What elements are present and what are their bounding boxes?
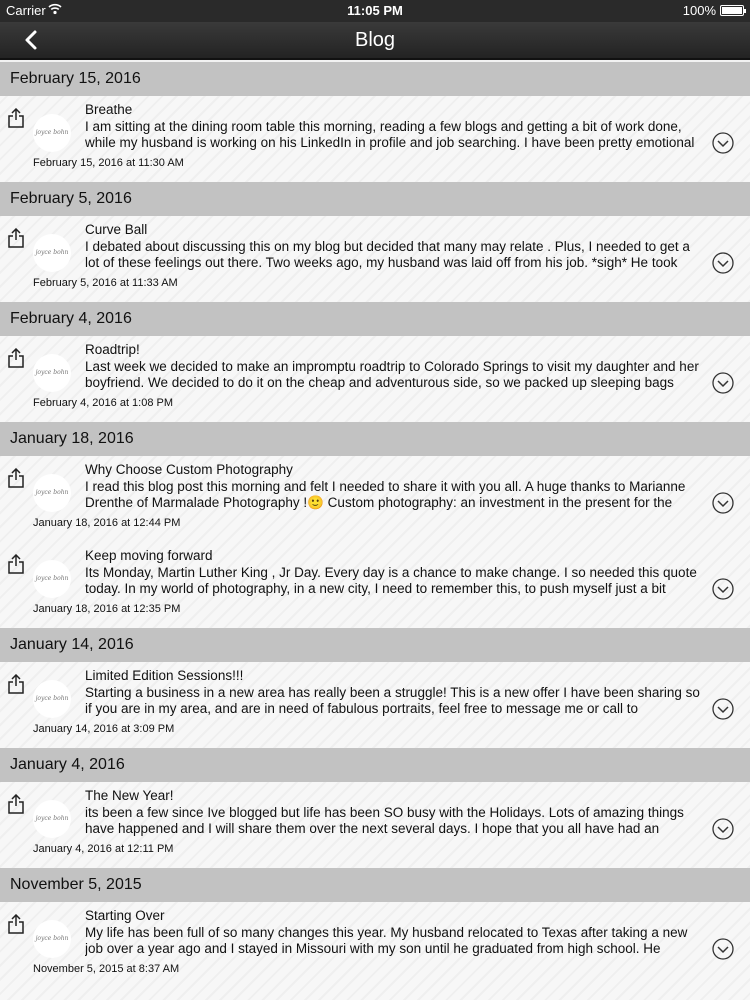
battery-icon xyxy=(720,5,744,16)
expand-chevron-icon[interactable] xyxy=(712,578,734,600)
post-excerpt: I read this blog post this morning and felt I needed to share it with you all. A huge thanks to Marianne Drenthe of Marmalade Photography !🙂 Custom photography: an investment in the present for the xyxy=(85,479,686,510)
section-date-header: February 5, 2016 xyxy=(0,182,750,216)
avatar: joyce bohn xyxy=(33,354,71,392)
blog-post-row[interactable] xyxy=(0,542,750,628)
post-title: The New Year! xyxy=(85,788,174,803)
section-date-header: January 4, 2016 xyxy=(0,748,750,782)
post-date: January 18, 2016 at 12:44 PM xyxy=(33,517,181,529)
expand-chevron-icon[interactable] xyxy=(712,698,734,720)
blog-post-row[interactable] xyxy=(0,216,750,302)
blog-post-row[interactable] xyxy=(0,456,750,542)
post-excerpt: its been a few since Ive blogged but life has been SO busy with the Holidays. Lots of amazing things have happened and I will share them over the next several days. I hope that you all have had an xyxy=(85,805,684,836)
section-date-header: January 18, 2016 xyxy=(0,422,750,456)
avatar: joyce bohn xyxy=(33,920,71,958)
blog-post-row[interactable] xyxy=(0,782,750,868)
expand-chevron-icon[interactable] xyxy=(712,938,734,960)
blog-post-row[interactable] xyxy=(0,96,750,182)
post-title: Starting Over xyxy=(85,908,165,923)
share-icon[interactable] xyxy=(7,794,25,814)
post-date: February 5, 2016 at 11:33 AM xyxy=(33,277,178,289)
post-date: February 4, 2016 at 1:08 PM xyxy=(33,397,174,409)
battery-percent: 100% xyxy=(682,3,716,18)
clock: 11:05 PM xyxy=(347,3,403,18)
blog-post-row[interactable] xyxy=(0,902,750,988)
status-bar xyxy=(0,0,750,22)
avatar: joyce bohn xyxy=(33,114,71,152)
expand-chevron-icon[interactable] xyxy=(712,252,734,274)
post-title: Why Choose Custom Photography xyxy=(85,462,293,477)
post-excerpt: Its Monday, Martin Luther King , Jr Day. Every day is a chance to make change. I so needed this quote today. In my world of photography, in a new city, I need to remember this, to push myself just a bit xyxy=(85,565,697,596)
blog-post-row[interactable] xyxy=(0,336,750,422)
share-icon[interactable] xyxy=(7,108,25,128)
section-date-header: November 5, 2015 xyxy=(0,868,750,902)
post-excerpt: Starting a business in a new area has really been a struggle! This is a new offer I have been sharing so if you are in my area, and are in need of fabulous portraits, feel free to message me or call to xyxy=(85,685,700,716)
post-excerpt: Last week we decided to make an impromptu roadtrip to Colorado Springs to visit my daughter and her boyfriend. We decided to do it on the cheap and adventurous side, so we packed up sleeping bags xyxy=(85,359,699,390)
avatar: joyce bohn xyxy=(33,474,71,512)
post-date: November 5, 2015 at 8:37 AM xyxy=(33,963,180,975)
post-date: January 14, 2016 at 3:09 PM xyxy=(33,723,175,735)
share-icon[interactable] xyxy=(7,914,25,934)
avatar: joyce bohn xyxy=(33,560,71,598)
post-title: Curve Ball xyxy=(85,222,148,237)
avatar: joyce bohn xyxy=(33,680,71,718)
post-title: Keep moving forward xyxy=(85,548,213,563)
expand-chevron-icon[interactable] xyxy=(712,492,734,514)
expand-chevron-icon[interactable] xyxy=(712,132,734,154)
avatar: joyce bohn xyxy=(33,234,71,272)
share-icon[interactable] xyxy=(7,228,25,248)
post-excerpt: I debated about discussing this on my blog but decided that many may relate . Plus, I needed to get a lot of these feelings out there. Two weeks ago, my husband was laid off from his job. *sigh* He took xyxy=(85,239,690,270)
post-title: Roadtrip! xyxy=(85,342,140,357)
post-excerpt: I am sitting at the dining room table this morning, reading a few blogs and getting a bit of work done, while my husband is working on his LinkedIn in profile and job searching. I have been pretty emotional xyxy=(85,119,695,150)
post-date: January 4, 2016 at 12:11 PM xyxy=(33,843,174,855)
share-icon[interactable] xyxy=(7,348,25,368)
post-date: January 18, 2016 at 12:35 PM xyxy=(33,603,181,615)
post-title: Limited Edition Sessions!!! xyxy=(85,668,244,683)
avatar: joyce bohn xyxy=(33,800,71,838)
share-icon[interactable] xyxy=(7,468,25,488)
blog-list[interactable] xyxy=(0,62,750,1000)
section-date-header: February 15, 2016 xyxy=(0,62,750,96)
navigation-bar xyxy=(0,22,750,60)
post-title: Breathe xyxy=(85,102,133,117)
carrier-label: Carrier xyxy=(6,3,46,18)
expand-chevron-icon[interactable] xyxy=(712,372,734,394)
share-icon[interactable] xyxy=(7,674,25,694)
expand-chevron-icon[interactable] xyxy=(712,818,734,840)
section-date-header: January 14, 2016 xyxy=(0,628,750,662)
post-excerpt: My life has been full of so many changes this year. My husband relocated to Texas after taking a new job over a year ago and I stayed in Missouri with my son until he graduated from high school. He xyxy=(85,925,688,956)
blog-post-row[interactable] xyxy=(0,662,750,748)
share-icon[interactable] xyxy=(7,554,25,574)
page-title: Blog xyxy=(354,29,396,51)
post-date: February 15, 2016 at 11:30 AM xyxy=(33,157,184,169)
section-date-header: February 4, 2016 xyxy=(0,302,750,336)
